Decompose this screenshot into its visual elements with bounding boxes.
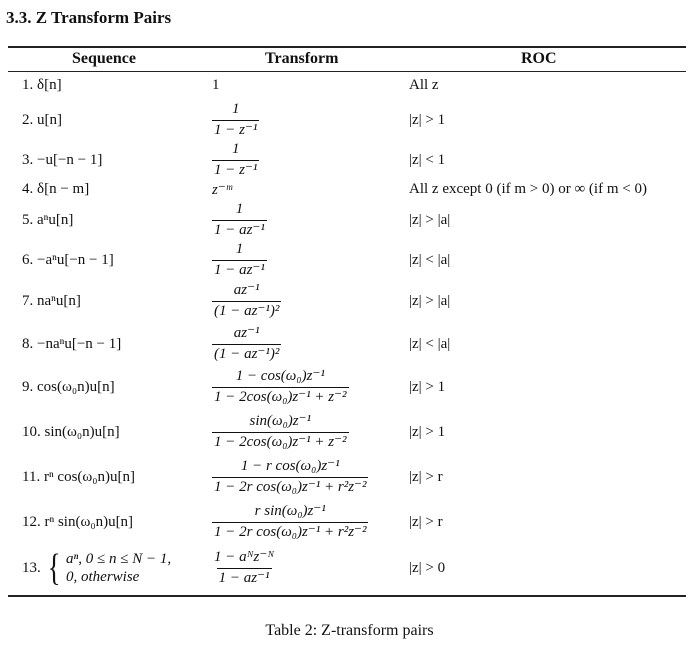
roc-cell: |z| > r: [409, 468, 443, 485]
table-row: [0, 98, 699, 142]
table-top-rule: [8, 46, 686, 48]
table-row: [0, 322, 699, 366]
transform-fraction: [212, 141, 259, 179]
header-sequence: Sequence: [72, 50, 136, 67]
sequence-cell: 12. rⁿ sin(ω₀n)u[n]: [22, 513, 134, 530]
table-row: [0, 365, 699, 409]
transform-cell: [212, 198, 267, 242]
header-roc: ROC: [521, 50, 557, 67]
row-number: 13.: [22, 559, 41, 576]
piecewise-sequence: [22, 549, 171, 587]
roc-cell: |z| < |a|: [409, 335, 451, 352]
sequence-cell: 2. u[n]: [22, 111, 62, 128]
section-title: 3.3. Z Transform Pairs: [6, 8, 172, 27]
table-row: [0, 455, 699, 499]
transform-fraction: [212, 413, 349, 451]
roc-cell: |z| > |a|: [409, 211, 451, 228]
table-row: [0, 545, 699, 591]
denominator: (1 − az⁻¹)²: [214, 302, 280, 319]
transform-cell: [212, 322, 281, 366]
roc-cell: All z: [409, 76, 439, 93]
table-caption: Table 2: Z-transform pairs: [265, 622, 434, 639]
transform-cell: [212, 410, 349, 454]
numerator: sin(ω₀)z⁻¹: [249, 413, 312, 430]
denominator: 1 − 2cos(ω₀)z⁻¹ + z⁻²: [214, 388, 347, 405]
numerator: 1: [231, 101, 240, 118]
numerator: 1: [235, 241, 244, 258]
denominator: 1 − az⁻¹: [218, 569, 270, 586]
numerator: 1 − r cos(ω₀)z⁻¹: [240, 458, 340, 475]
numerator: 1 − cos(ω₀)z⁻¹: [235, 368, 325, 385]
denominator: 1 − 2r cos(ω₀)z⁻¹ + r²z⁻²: [214, 523, 367, 540]
sequence-cell: 5. aⁿu[n]: [22, 211, 74, 228]
sequence-cell: [22, 545, 171, 591]
roc-cell: |z| < |a|: [409, 251, 451, 268]
transform-fraction: [212, 241, 267, 279]
sequence-cell: 9. cos(ω₀n)u[n]: [22, 378, 115, 395]
sequence-cell: 8. −naⁿu[−n − 1]: [22, 335, 122, 352]
transform-cell: [212, 238, 267, 282]
denominator: 1 − az⁻¹: [214, 221, 265, 238]
roc-cell: |z| > 1: [409, 423, 446, 440]
transform-fraction: [212, 503, 368, 541]
table-row: [0, 72, 699, 98]
left-brace: {: [47, 547, 61, 589]
denominator: 1 − 2cos(ω₀)z⁻¹ + z⁻²: [214, 433, 347, 450]
roc-cell: |z| > |a|: [409, 292, 451, 309]
table-row: [0, 238, 699, 282]
roc-cell: All z except 0 (if m > 0) or ∞ (if m < 0): [409, 180, 647, 197]
numerator: az⁻¹: [233, 282, 260, 299]
roc-cell: |z| > 1: [409, 378, 446, 395]
denominator: 1 − az⁻¹: [214, 261, 265, 278]
sequence-cell: 6. −aⁿu[−n − 1]: [22, 251, 114, 268]
cases: [66, 550, 171, 586]
transform-cell: z⁻ᵐ: [212, 181, 233, 198]
transform-fraction: [212, 201, 267, 239]
sequence-cell: 11. rⁿ cos(ω₀n)u[n]: [22, 468, 135, 485]
numerator: r sin(ω₀)z⁻¹: [254, 503, 326, 520]
numerator: 1: [231, 141, 240, 158]
transform-cell: [212, 98, 259, 142]
numerator: 1: [235, 201, 244, 218]
sequence-cell: 10. sin(ω₀n)u[n]: [22, 423, 120, 440]
table-bottom-rule: [8, 595, 686, 597]
sequence-cell: 4. δ[n − m]: [22, 180, 90, 197]
transform-fraction: [212, 282, 281, 320]
transform-cell: 1: [212, 76, 220, 93]
sequence-cell: 7. naⁿu[n]: [22, 292, 81, 309]
roc-cell: |z| > 1: [409, 111, 446, 128]
transform-cell: [212, 545, 276, 591]
case-line: 0, otherwise: [66, 569, 140, 585]
sequence-cell: 3. −u[−n − 1]: [22, 151, 103, 168]
transform-fraction: [212, 368, 349, 406]
denominator: (1 − az⁻¹)²: [214, 345, 280, 362]
sequence-cell: 1. δ[n]: [22, 76, 62, 93]
case-line: aⁿ, 0 ≤ n ≤ N − 1,: [66, 551, 172, 567]
roc-cell: |z| > 0: [409, 559, 446, 576]
transform-fraction: [212, 101, 259, 139]
table-row: [0, 279, 699, 323]
header-transform: Transform: [265, 50, 339, 67]
numerator: az⁻¹: [233, 325, 260, 342]
table-row: [0, 410, 699, 454]
transform-cell: [212, 455, 368, 499]
transform-fraction: [212, 325, 281, 363]
roc-cell: |z| < 1: [409, 151, 446, 168]
transform-fraction: [212, 549, 276, 587]
transform-cell: [212, 365, 349, 409]
transform-fraction: [212, 458, 368, 496]
transform-cell: [212, 279, 281, 323]
table-row: [0, 500, 699, 544]
denominator: 1 − 2r cos(ω₀)z⁻¹ + r²z⁻²: [214, 478, 367, 495]
denominator: 1 − z⁻¹: [214, 161, 258, 178]
transform-cell: [212, 500, 368, 544]
numerator: 1 − aᴺz⁻ᴺ: [214, 549, 275, 566]
table-row: [0, 198, 699, 242]
roc-cell: |z| > r: [409, 513, 443, 530]
denominator: 1 − z⁻¹: [214, 121, 258, 138]
